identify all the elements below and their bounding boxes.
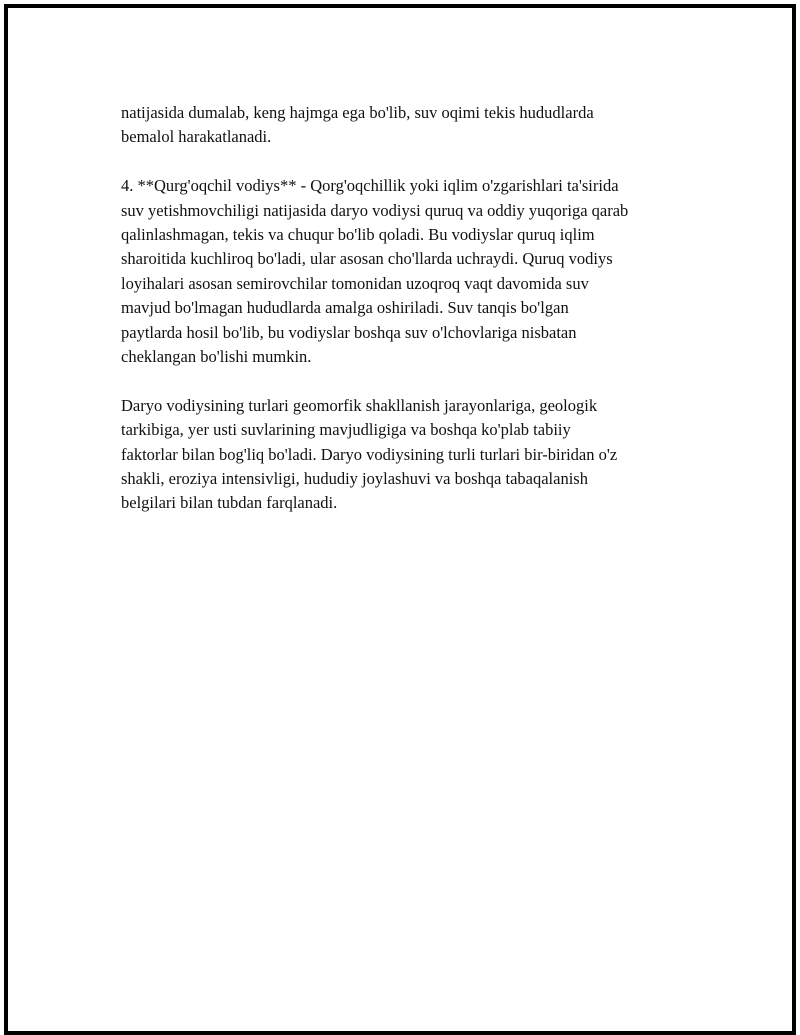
paragraph-summary: Daryo vodiysining turlari geomorfik shakllanish jarayonlariga, geologik tarkibiga, yer usti suvlarining mavjudligiga va boshqa ko'plab tabiiy faktorlar bilan bog'liq bo'ladi. Daryo vodiysining turli turlari bir-biridan o'z shakli, eroziya intensivligi, hududiy joylashuvi va boshqa tabaqalanish belgilari bilan tubdan farqlanadi. (121, 395, 618, 513)
document-body (121, 101, 697, 540)
paragraph-dry-valley: 4. **Qurg'oqchil vodiys** - Qorg'oqchillik yoki iqlim o'zgarishlari ta'sirida suv yetishmovchiligi natijasida daryo vodiysi quruq va oddiy yuqoriga qarab qalinlashmagan, tekis va chuqur bo'lib qoladi. Bu vodiyslar quruq iqlim sharoitida kuchliroq bo'ladi, ular asosan cho'llarda uchraydi. Quruq vodiys loyihalari asosan semirovchilar tomonidan uzoqroq vaqt davomida suv mavjud bo'lmagan hududlarda amalga oshiriladi. Suv tanqis bo'lgan paytlarda hosil bo'lib, bu vodiyslar boshqa suv o'lchovlariga nisbatan cheklangan bo'lishi mumkin. (121, 176, 629, 367)
paragraph-continuation: natijasida dumalab, keng hajmga ega bo'lib, suv oqimi tekis hududlarda bemalol harakatlanadi. (121, 103, 594, 147)
page-frame (4, 4, 796, 1035)
